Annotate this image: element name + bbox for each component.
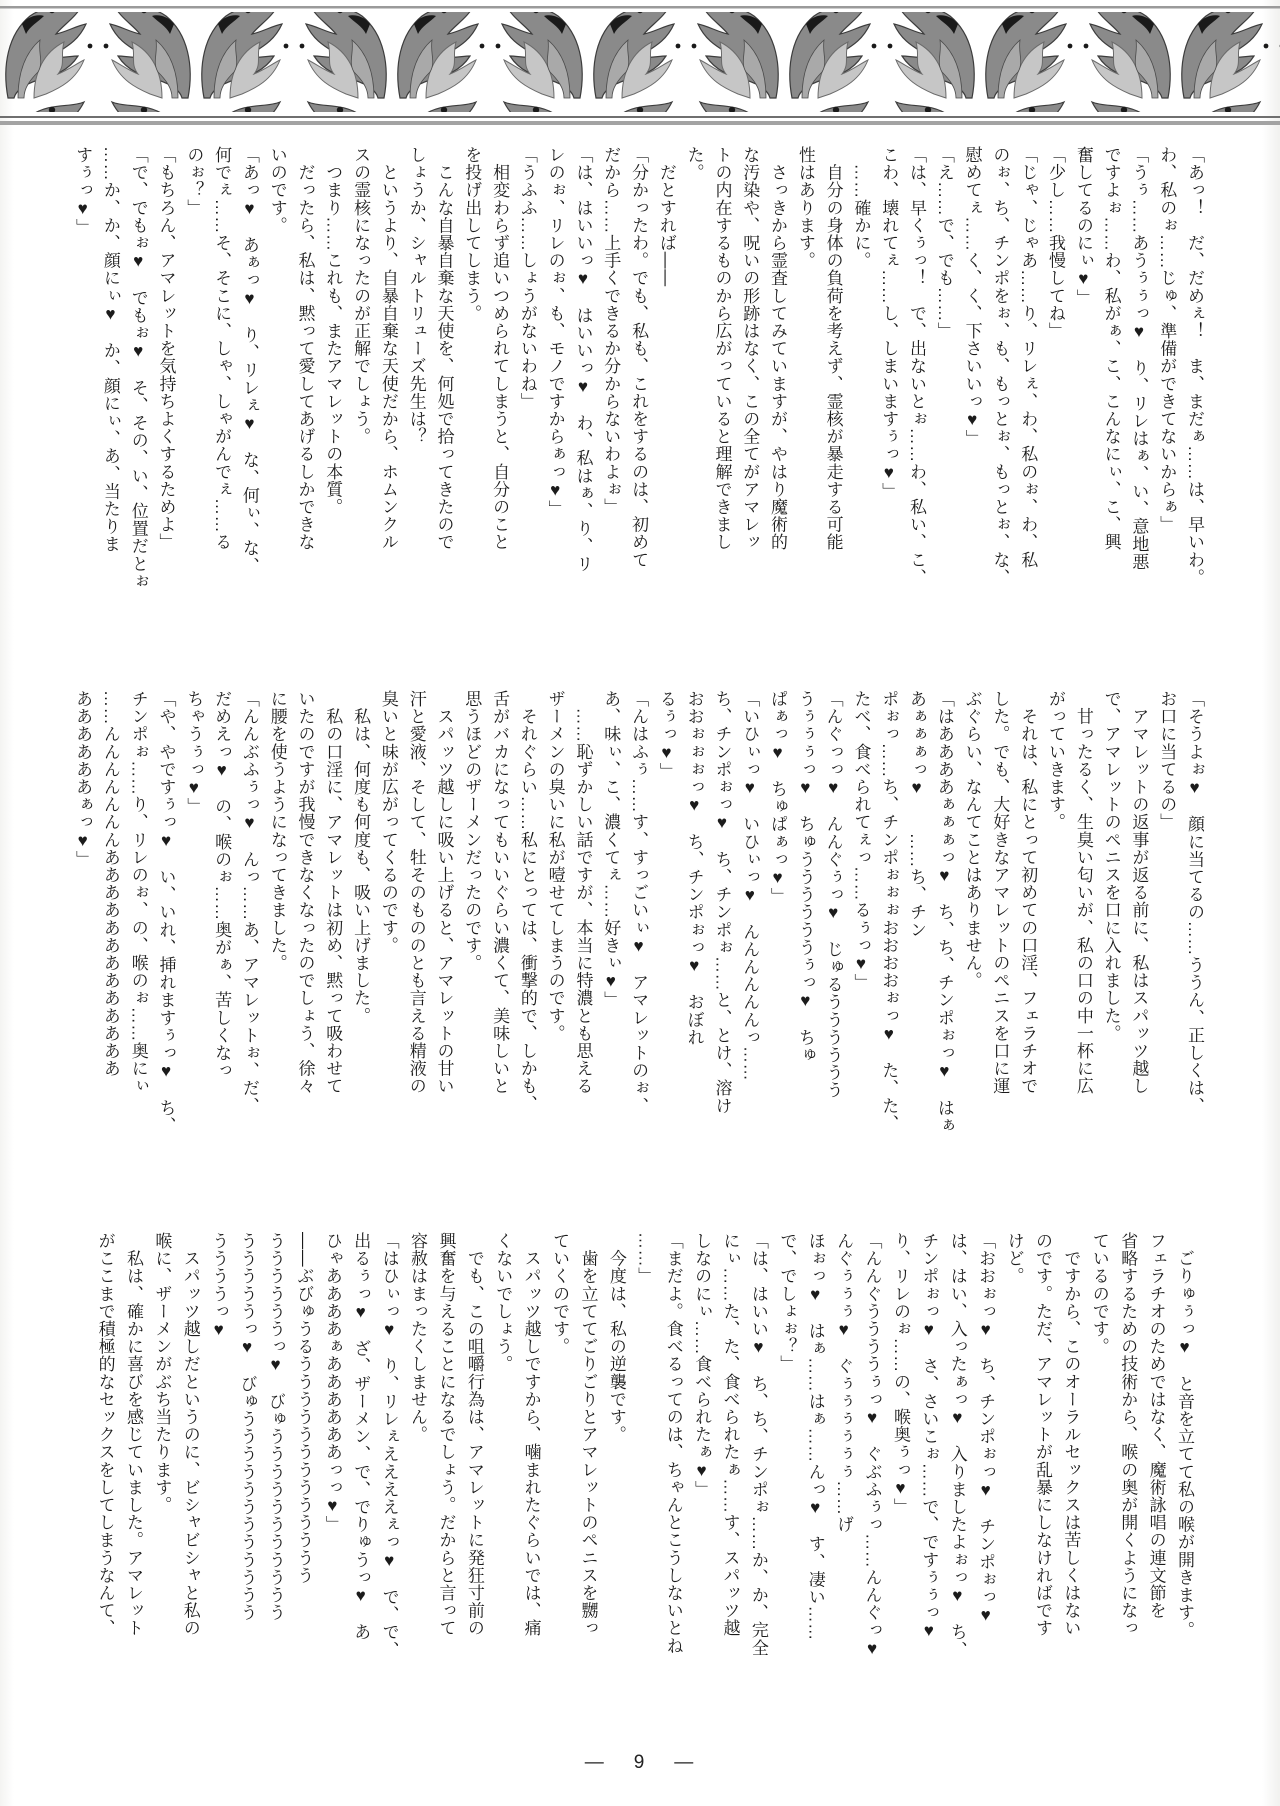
text-column: だから……上手くできるか分からないわよぉ」: [601, 146, 621, 516]
text-column: フェラチオのためではなく、魔術詠唱の連文節を: [1146, 1232, 1166, 1620]
text-column: 「じゃ、じゃあ……り、リレぇ、わ、私のぉ、わ、私: [1018, 146, 1038, 569]
text-column: すぅっ♥」: [73, 146, 93, 236]
text-column: 奮してるのにぃ♥」: [1073, 146, 1093, 307]
text-column: 「あっ♥ あぁっ♥ り、リレぇ♥ な、何ぃ、な、: [239, 146, 259, 575]
text-column: た。: [684, 146, 704, 182]
text-column: スパッツ越しですから、噛まれたぐらいでは、痛: [521, 1232, 541, 1637]
text-column: 「んはふぅ……す、すっごいぃ♥ アマレットのぉ、: [629, 690, 649, 1115]
text-column: 「は、早くぅっ！ で、出ないとぉ……わ、私い、こ、: [907, 146, 927, 586]
text-column: 「少し……我慢してね」: [1046, 146, 1066, 340]
text-column: ザーメンの臭いに私が噎せてしまうのです。: [545, 690, 565, 1042]
text-column: んぐぅぅぅ♥ ぐぅぅぅぅぅぅ……げ: [834, 1232, 854, 1534]
text-column: 「あっ！ だ、だめぇ！ ま、まだぁ……は、早いわ。: [1185, 146, 1204, 586]
text-column: 「分かったわ。でも、私も、これをするのは、初めて: [629, 146, 649, 569]
text-column: 相変わらず追いつめられてしまうと、自分のこと: [490, 146, 510, 551]
text-column: 私の口淫に、アマレットは初め、黙って吸わせて: [323, 690, 343, 1095]
text-column: は、はい、入ったぁっ♥ 入りましたよぉっ♥ ち、: [947, 1232, 967, 1659]
text-column: 「んぐっっ♥ んんぐぅっ♥ じゅるうううううう: [823, 690, 843, 1099]
text-column: スパッツ越しに吸い上げると、アマレットの甘い: [434, 690, 454, 1095]
text-column: 「もちろん、アマレットを気持ちよくするためよ」: [156, 146, 176, 551]
page-number-value: 9: [633, 1752, 647, 1773]
text-column: な汚染や、呪いの形跡はなく、この全てがアマレッ: [740, 146, 760, 551]
text-column: 「え……で、でも……」: [934, 146, 954, 340]
text-column: 興奮を与えることになるでしょう。だからと言って: [436, 1232, 456, 1637]
text-column: のぉ？」: [184, 146, 204, 217]
text-column: 「で、でもぉ♥ でもぉ♥ そ、その、い、位置だとぉ: [128, 146, 148, 590]
text-column: 省略するための技術から、喉の奥が開くようになっ: [1118, 1232, 1138, 1637]
text-column: 今度は、私の逆襲です。: [606, 1232, 626, 1444]
text-column: スの霊核になったのが正解でしょう。: [351, 146, 371, 446]
text-column: ポぉっ……ち、チンポぉぉぉおおおおぉっ♥ た、た、: [879, 690, 899, 1132]
text-column: に腰を使うようになってきました。: [267, 690, 287, 972]
text-column: あ、味ぃ、こ、濃くてぇ……好きぃ♥」: [601, 690, 621, 1009]
text-column: スパッツ越しだというのに、ビシャビシャと私の: [180, 1232, 200, 1637]
text-column: ――ぶびゅうるううううううううううううう: [294, 1232, 314, 1584]
text-column: 「んんぶふぅっ♥ んっ……あ、アマレットぉ、だ、: [239, 690, 259, 1115]
text-column: ごりゅぅっ♥ と音を立てて私の喉が開きます。: [1175, 1232, 1194, 1639]
text-column: 容赦はまったくしません。: [408, 1232, 428, 1444]
text-column: アマレットの返事が返る前に、私はスパッツ越し: [1129, 690, 1149, 1095]
text-column: で、アマレットのペニスを口に入れました。: [1101, 690, 1121, 1042]
text-column: くないでしょう。: [493, 1232, 513, 1373]
text-column: しょうか、シャルトリューズ先生は？: [406, 146, 426, 446]
page-number-right-dash: ―: [674, 1752, 696, 1773]
text-column: いのです。: [267, 146, 287, 234]
text-column: 出るぅっ♥ ざ、ザーメン、で、でりゅうっ♥ あ: [351, 1232, 371, 1641]
text-column: ……んんんんんんんあああああああああああああ: [100, 690, 120, 1078]
text-column: ですから、このオーラルセックスは苦しくはない: [1061, 1232, 1081, 1637]
text-column: のです。ただ、アマレットが乱暴にしなければです: [1032, 1232, 1052, 1637]
text-column: 甘ったるく、生臭い匂いが、私の口の中一杯に広: [1073, 690, 1093, 1095]
text-column: こんな自暴自棄な天使を、何処で拾ってきたので: [434, 146, 454, 551]
text-column: がっていきます。: [1046, 690, 1066, 831]
text-column: 喉に、ザーメンがぶち当たります。: [152, 1232, 172, 1514]
text-column: ほぉっ♥ はぁ……はぁ……んっ♥ す、凄い……: [805, 1232, 825, 1641]
text-column: 何でぇ……そ、そこに、しゃ、しゃがんでぇ……る: [212, 146, 232, 551]
text-column: うううううっ♥ びゅうううううううううううう: [237, 1232, 257, 1622]
text-column: にぃ……た、た、食べられたぁ……す、スパッツ越: [720, 1232, 740, 1637]
text-column: というより、自暴自棄な天使だから、ホムンクル: [378, 146, 398, 551]
text-column: 「や、やですぅっ♥ い、いれ、挿れますぅっ♥ ち、: [156, 690, 176, 1134]
text-column: ……か、か、顔にぃ♥ か、顔にぃ、あ、当たりま: [100, 146, 120, 553]
text-column: チンポぉ……り、リレのぉ、の、喉のぉ……奥にぃ: [128, 690, 148, 1095]
text-column: こわ、壊れてぇ……し、しまいますぅっ♥」: [879, 146, 899, 500]
text-column: しなのにぃ……食べられたぁ♥」: [692, 1232, 712, 1498]
text-column: わ、私のぉ……じゅ、準備ができてないからぁ」: [1157, 146, 1177, 534]
text-column: 「はひぃっ♥ り、リレぇええええぇっ♥ で、で、: [379, 1232, 399, 1659]
text-column: ひゃああああぁああああああっっ♥」: [322, 1232, 342, 1534]
text-column: 「そうよぉ♥ 顔に当てるの……ううん、正しくは、: [1185, 690, 1204, 1115]
text-column: ……確かに。: [851, 146, 871, 270]
text-band-bottom: [90, 1232, 1198, 1744]
page-number: [0, 1752, 1280, 1774]
text-column: さっきから霊査してみていますが、やはり魔術的: [768, 146, 788, 551]
text-band-top: [68, 146, 1208, 658]
text-column: 「うふふ……しょうがないわね」: [517, 146, 537, 410]
text-column: ぶぐらい、なんてことはありません。: [962, 690, 982, 990]
text-column: だとすれば――: [656, 146, 676, 287]
text-column: るぅっ♥」: [656, 690, 676, 780]
text-column: レのぉ、リレのぉ、も、モノですからぁっ♥」: [545, 146, 565, 518]
text-column: 舌がバカになってもいいぐらい濃くて、美味しいと: [490, 690, 510, 1095]
text-column: 「はああああぁぁぁっ♥ ち、ち、チンポぉっ♥ はぁ: [934, 690, 954, 1134]
text-column: ……」: [635, 1232, 655, 1285]
page-number-left-dash: ―: [584, 1752, 606, 1773]
text-column: で、でしょぉ？」: [777, 1232, 797, 1373]
text-column: 「おおぉっ♥ ち、チンポぉっ♥ チンポぉっ♥: [976, 1232, 996, 1626]
text-column: 性はあります。: [795, 146, 815, 270]
text-column: うぅぅぅっ♥ ちゅううううううぅっ♥ ちゅ: [795, 690, 815, 1064]
text-column: 「まだよ。食べるってのは、ちゃんとこうしないとね: [663, 1232, 683, 1655]
text-column: おおぉぉぉっ♥ ち、チンポぉっ♥ おぼれ: [684, 690, 704, 1046]
text-column: 「うぅ……あうぅぅっ♥ り、リレはぁ、い、意地悪: [1129, 146, 1149, 571]
text-column: ううううっ♥: [209, 1232, 229, 1340]
text-column: ていくのです。: [550, 1232, 570, 1356]
text-column: ち、チンポぉっ♥ ち、チンポぉ……と、とけ、溶け: [712, 690, 732, 1115]
text-column: トの内在するものから広がっていると理解できまし: [712, 146, 732, 551]
text-column: 汗と愛液、そして、牡そのもののとも言える精液の: [406, 690, 426, 1095]
text-column: 私は、確かに喜びを感じていました。アマレット: [123, 1232, 143, 1637]
text-column: 私は、何度も何度も、吸い上げました。: [351, 690, 371, 1025]
text-column: ……恥ずかしい話ですが、本当に特濃とも思える: [573, 690, 593, 1095]
text-column: でも、この咀嚼行為は、アマレットに発狂寸前の: [464, 1232, 484, 1637]
text-column: ちゃうぅっ♥」: [184, 690, 204, 816]
text-column: 「いひぃっ♥ いひぃっ♥ んんんんんんっ……: [740, 690, 760, 1082]
text-column: 「は、はいい♥ ち、ち、チンポぉ……か、か、完全: [748, 1232, 768, 1657]
text-column: した。でも、大好きなアマレットのペニスを口に運: [990, 690, 1010, 1095]
acanthus-leaf-pattern-icon: [0, 0, 1280, 130]
text-column: だめえっ♥ の、喉のぉ……奥がぁ、苦しくなっ: [212, 690, 232, 1080]
text-column: けど。: [1004, 1232, 1024, 1285]
text-column: ぱぁっ♥ ちゅぱぁっ♥」: [768, 690, 788, 906]
text-column: それぐらい……私にとっては、衝撃的で、しかも、: [517, 690, 537, 1113]
text-column: 慰めてぇ……く、く、下さいいっ♥」: [962, 146, 982, 448]
text-column: がここまで積極的なセックスをしてしまうなんて、: [95, 1232, 115, 1637]
text-column: それは、私にとって初めての口淫、フェラチオで: [1018, 690, 1038, 1095]
text-column: のぉ、ち、チンポをぉ、も、もっとぉ、もっとぉ、な、: [990, 146, 1010, 586]
text-column: つまり……これも、またアマレットの本質。: [323, 146, 343, 516]
text-column: 思うほどのザーメンだったのです。: [462, 690, 482, 972]
ornamental-border: [0, 0, 1280, 130]
text-column: たべ、食べられてぇっ……るぅっ♥」: [851, 690, 871, 992]
text-column: 歯を立ててごりごりとアマレットのペニスを嬲っ: [578, 1232, 598, 1637]
text-column: チンポぉっ♥ さ、さいこぉ……で、ですぅぅっ♥: [919, 1232, 939, 1641]
text-column: を投げ出してしまう。: [462, 146, 482, 322]
text-column: ですよぉ……わ、私がぁ、こ、こんなにぃ、こ、興: [1101, 146, 1121, 551]
text-column: ううううううっ♥ びゅううううううううううう: [266, 1232, 285, 1622]
text-column: 「は、はいいっ♥ はいいっ♥ わ、私はぁ、り、リ: [573, 146, 593, 573]
text-column: ああああああぁっ♥」: [73, 690, 93, 868]
text-column: だったら、私は、黙って愛してあげるしかできな: [295, 146, 315, 551]
text-column: 自分の身体の負荷を考えず、霊核が暴走する可能: [823, 146, 843, 551]
text-column: ているのです。: [1089, 1232, 1109, 1356]
text-column: 臭いと味が広がってくるのです。: [378, 690, 398, 954]
text-column: いたのですが我慢できなくなったのでしょう、徐々: [295, 690, 315, 1095]
text-column: あぁぁぁっ♥ ……ち、チン: [907, 690, 927, 939]
text-column: お口に当てるの」: [1157, 690, 1177, 831]
text-column: り、リレのぉ……の、喉奥ぅっ♥」: [890, 1232, 910, 1516]
text-column: 「んんぐううううぅっ♥ ぐぶふぅっ……んんぐっ♥: [862, 1232, 882, 1659]
text-band-middle: [68, 690, 1208, 1202]
